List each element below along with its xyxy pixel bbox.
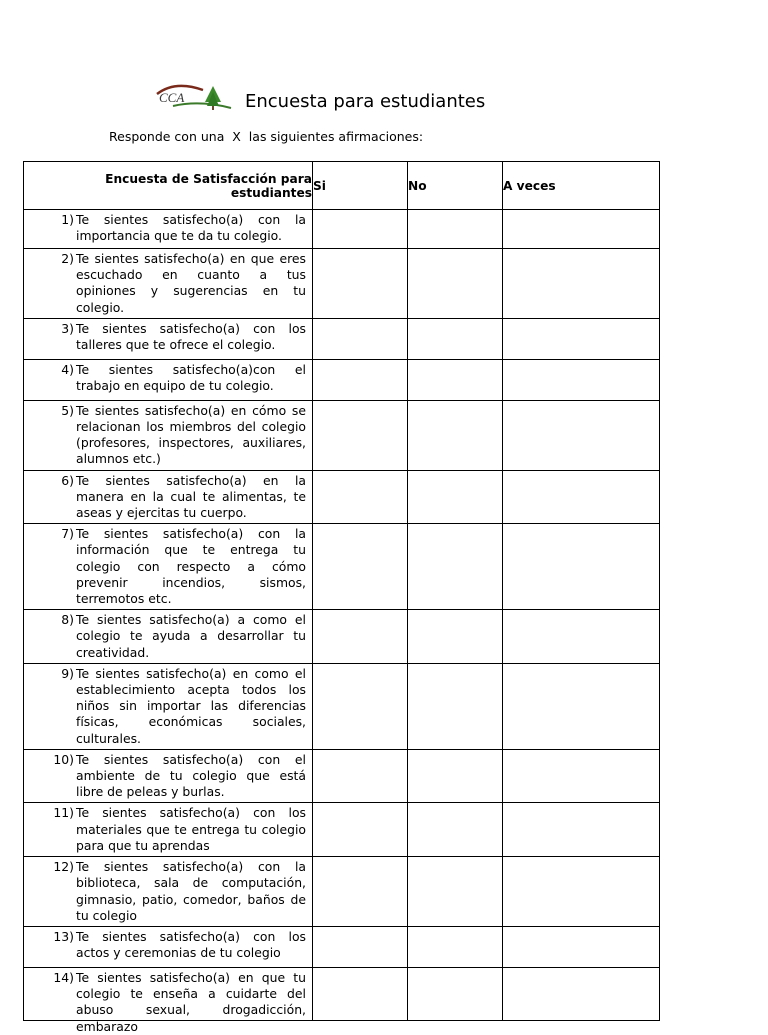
- school-logo-graphic: [155, 82, 235, 112]
- survey-row: [24, 318, 660, 359]
- answer-cell-si[interactable]: [313, 749, 408, 803]
- question-number: 12): [53, 859, 74, 875]
- answer-cell-si[interactable]: [313, 803, 408, 857]
- question-number: 11): [53, 805, 74, 821]
- answer-cell-no[interactable]: [408, 610, 503, 664]
- answer-cell-a-veces[interactable]: [503, 803, 660, 857]
- answer-cell-a-veces[interactable]: [503, 249, 660, 319]
- question-text: Te sientes satisfecho(a) con los materiales que te entrega tu colegio para que tu aprendas: [76, 805, 306, 853]
- question-text: Te sientes satisfecho(a) con la información que te entrega tu colegio con respecto a cómo prevenir incendios, sismos, terremotos etc.: [76, 526, 306, 607]
- answer-cell-no[interactable]: [408, 249, 503, 319]
- question-number: 3): [61, 320, 74, 336]
- instructions-text: Responde con una X las siguientes afirmaciones:: [109, 129, 424, 144]
- question-cell: [24, 749, 313, 803]
- column-header-question: Encuesta de Satisfacción para estudiantes: [24, 162, 313, 210]
- survey-row: [24, 210, 660, 249]
- question-number: 2): [61, 251, 74, 266]
- question-text: Te sientes satisfecho(a) en como el establecimiento acepta todos los niños sin importar las diferencias físicas, económicas sociales, culturales.: [76, 665, 306, 746]
- answer-cell-a-veces[interactable]: [503, 926, 660, 967]
- question-number: 4): [61, 361, 74, 377]
- answer-cell-no[interactable]: [408, 359, 503, 400]
- column-header-no: No: [408, 162, 503, 210]
- svg-text:CCA: CCA: [159, 90, 185, 105]
- answer-cell-a-veces[interactable]: [503, 318, 660, 359]
- answer-cell-no[interactable]: [408, 318, 503, 359]
- question-text: Te sientes satisfecho(a) con el ambiente de tu colegio que está libre de peleas y burlas.: [76, 751, 306, 800]
- answer-cell-no[interactable]: [408, 857, 503, 927]
- question-number: 7): [61, 526, 74, 542]
- answer-cell-no[interactable]: [408, 524, 503, 610]
- survey-row: [24, 249, 660, 319]
- answer-cell-no[interactable]: [408, 926, 503, 967]
- answer-cell-a-veces[interactable]: [503, 610, 660, 664]
- survey-row: [24, 803, 660, 857]
- answer-cell-si[interactable]: [313, 610, 408, 664]
- answer-cell-a-veces[interactable]: [503, 470, 660, 524]
- answer-cell-no[interactable]: [408, 210, 503, 249]
- question-text: Te sientes satisfecho(a) en que tu colegio te enseña a cuidarte del abuso sexual, drogadicción, embarazo: [76, 969, 306, 1034]
- question-number: 8): [61, 612, 74, 628]
- column-header-si: Si: [313, 162, 408, 210]
- answer-cell-a-veces[interactable]: [503, 967, 660, 1020]
- answer-cell-si[interactable]: [313, 663, 408, 749]
- question-cell: [24, 318, 313, 359]
- question-cell: [24, 359, 313, 400]
- answer-cell-si[interactable]: [313, 967, 408, 1020]
- question-cell: [24, 249, 313, 319]
- question-cell: [24, 610, 313, 664]
- answer-cell-no[interactable]: [408, 803, 503, 857]
- question-text: Te sientes satisfecho(a) en que eres escuchado en cuanto a tus opiniones y sugerencias en tu colegio.: [76, 251, 306, 315]
- survey-row: [24, 470, 660, 524]
- survey-row: [24, 359, 660, 400]
- answer-cell-a-veces[interactable]: [503, 210, 660, 249]
- answer-cell-no[interactable]: [408, 400, 503, 470]
- question-text: Te sientes satisfecho(a) en la manera en la cual te alimentas, te aseas y ejercitas tu cuerpo.: [76, 472, 306, 521]
- answer-cell-si[interactable]: [313, 857, 408, 927]
- question-text: Te sientes satisfecho(a) con la importancia que te da tu colegio.: [76, 212, 306, 244]
- question-number: 13): [53, 928, 74, 944]
- question-cell: [24, 210, 313, 249]
- question-number: 14): [53, 969, 74, 985]
- survey-table: [23, 161, 660, 1034]
- survey-body: [24, 210, 660, 1034]
- survey-row: [24, 857, 660, 927]
- answer-cell-si[interactable]: [313, 249, 408, 319]
- survey-row: [24, 524, 660, 610]
- question-cell: [24, 524, 313, 610]
- survey-row: [24, 400, 660, 470]
- answer-cell-no[interactable]: [408, 470, 503, 524]
- question-number: 5): [61, 402, 74, 418]
- survey-row: [24, 610, 660, 664]
- answer-cell-a-veces[interactable]: [503, 359, 660, 400]
- answer-cell-si[interactable]: [313, 210, 408, 249]
- question-number: 9): [61, 665, 74, 681]
- question-cell: [24, 926, 313, 967]
- column-header-a-veces: A veces: [503, 162, 660, 210]
- school-logo: [155, 82, 235, 112]
- document-title: Encuesta para estudiantes: [245, 91, 486, 112]
- question-cell: [24, 400, 313, 470]
- answer-cell-si[interactable]: [313, 359, 408, 400]
- question-text: Te sientes satisfecho(a)con el trabajo en equipo de tu colegio.: [76, 361, 306, 394]
- question-cell: [24, 470, 313, 524]
- question-text: Te sientes satisfecho(a) con los actos y ceremonias de tu colegio: [76, 928, 306, 961]
- answer-cell-si[interactable]: [313, 318, 408, 359]
- question-number: 1): [61, 212, 74, 227]
- question-text: Te sientes satisfecho(a) con los talleres que te ofrece el colegio.: [76, 320, 306, 353]
- answer-cell-si[interactable]: [313, 926, 408, 967]
- survey-row: [24, 663, 660, 749]
- answer-cell-si[interactable]: [313, 524, 408, 610]
- question-cell: [24, 967, 313, 1034]
- survey-header-row: [24, 162, 660, 210]
- survey-row: [24, 749, 660, 803]
- question-cell: [24, 663, 313, 749]
- answer-cell-si[interactable]: [313, 470, 408, 524]
- question-text: Te sientes satisfecho(a) con la biblioteca, sala de computación, gimnasio, patio, comedor, baños de tu colegio: [76, 859, 306, 923]
- answer-cell-a-veces[interactable]: [503, 749, 660, 803]
- question-text: Te sientes satisfecho(a) a como el colegio te ayuda a desarrollar tu creatividad.: [76, 612, 306, 660]
- question-text: Te sientes satisfecho(a) en cómo se relacionan los miembros del colegio (profesores, inspectores, auxiliares, alumnos etc.): [76, 402, 306, 467]
- answer-cell-a-veces[interactable]: [503, 400, 660, 470]
- answer-cell-no[interactable]: [408, 967, 503, 1020]
- question-number: 6): [61, 472, 74, 488]
- answer-cell-no[interactable]: [408, 663, 503, 749]
- answer-cell-a-veces[interactable]: [503, 663, 660, 749]
- survey-row: [24, 926, 660, 967]
- answer-cell-a-veces[interactable]: [503, 857, 660, 927]
- question-cell: [24, 857, 313, 927]
- question-cell: [24, 803, 313, 857]
- answer-cell-a-veces[interactable]: [503, 524, 660, 610]
- answer-cell-no[interactable]: [408, 749, 503, 803]
- answer-cell-si[interactable]: [313, 400, 408, 470]
- survey-row: [24, 967, 660, 1020]
- question-number: 10): [53, 751, 74, 767]
